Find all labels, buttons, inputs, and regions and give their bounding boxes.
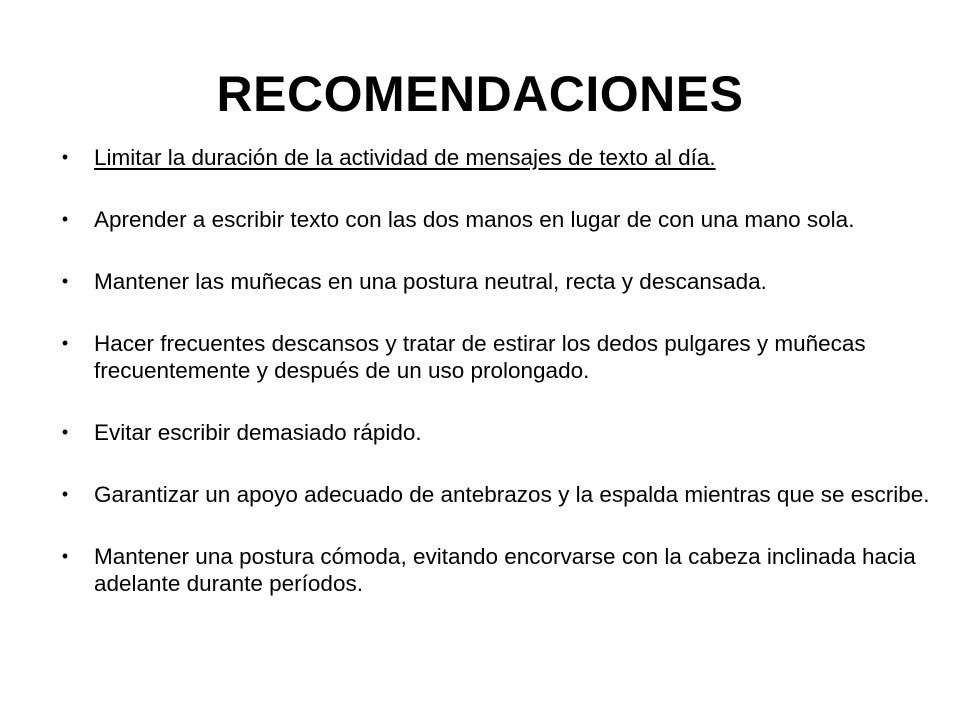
bullet-list [58, 144, 940, 632]
bullet-text: Mantener una postura cómoda, evitando encorvarse con la cabeza inclinada hacia adelante durante períodos. [94, 544, 916, 596]
bullet-icon: • [61, 209, 69, 229]
bullet-text: Mantener las muñecas en una postura neutral, recta y descansada. [94, 269, 767, 294]
bullet-text: Aprender a escribir texto con las dos manos en lugar de con una mano sola. [94, 207, 855, 232]
bullet-item [58, 144, 940, 171]
bullet-icon: • [61, 546, 69, 566]
bullet-item [58, 330, 940, 384]
bullet-text: Garantizar un apoyo adecuado de antebrazos y la espalda mientras que se escribe. [94, 482, 930, 507]
bullet-text: Hacer frecuentes descansos y tratar de estirar los dedos pulgares y muñecas frecuentemente y después de un uso prolongado. [94, 331, 866, 383]
bullet-icon: • [61, 271, 69, 291]
bullet-icon: • [61, 422, 69, 442]
bullet-icon: • [61, 147, 69, 167]
bullet-item [58, 543, 940, 597]
bullet-item [58, 206, 940, 233]
bullet-icon: • [61, 333, 69, 353]
bullet-item [58, 268, 940, 295]
bullet-icon: • [61, 484, 69, 504]
bullet-text: Evitar escribir demasiado rápido. [94, 420, 422, 445]
slide-title: RECOMENDACIONES [216, 65, 744, 122]
bullet-item [58, 481, 940, 508]
bullet-text: Limitar la duración de la actividad de mensajes de texto al día. [94, 145, 716, 170]
bullet-item [58, 419, 940, 446]
